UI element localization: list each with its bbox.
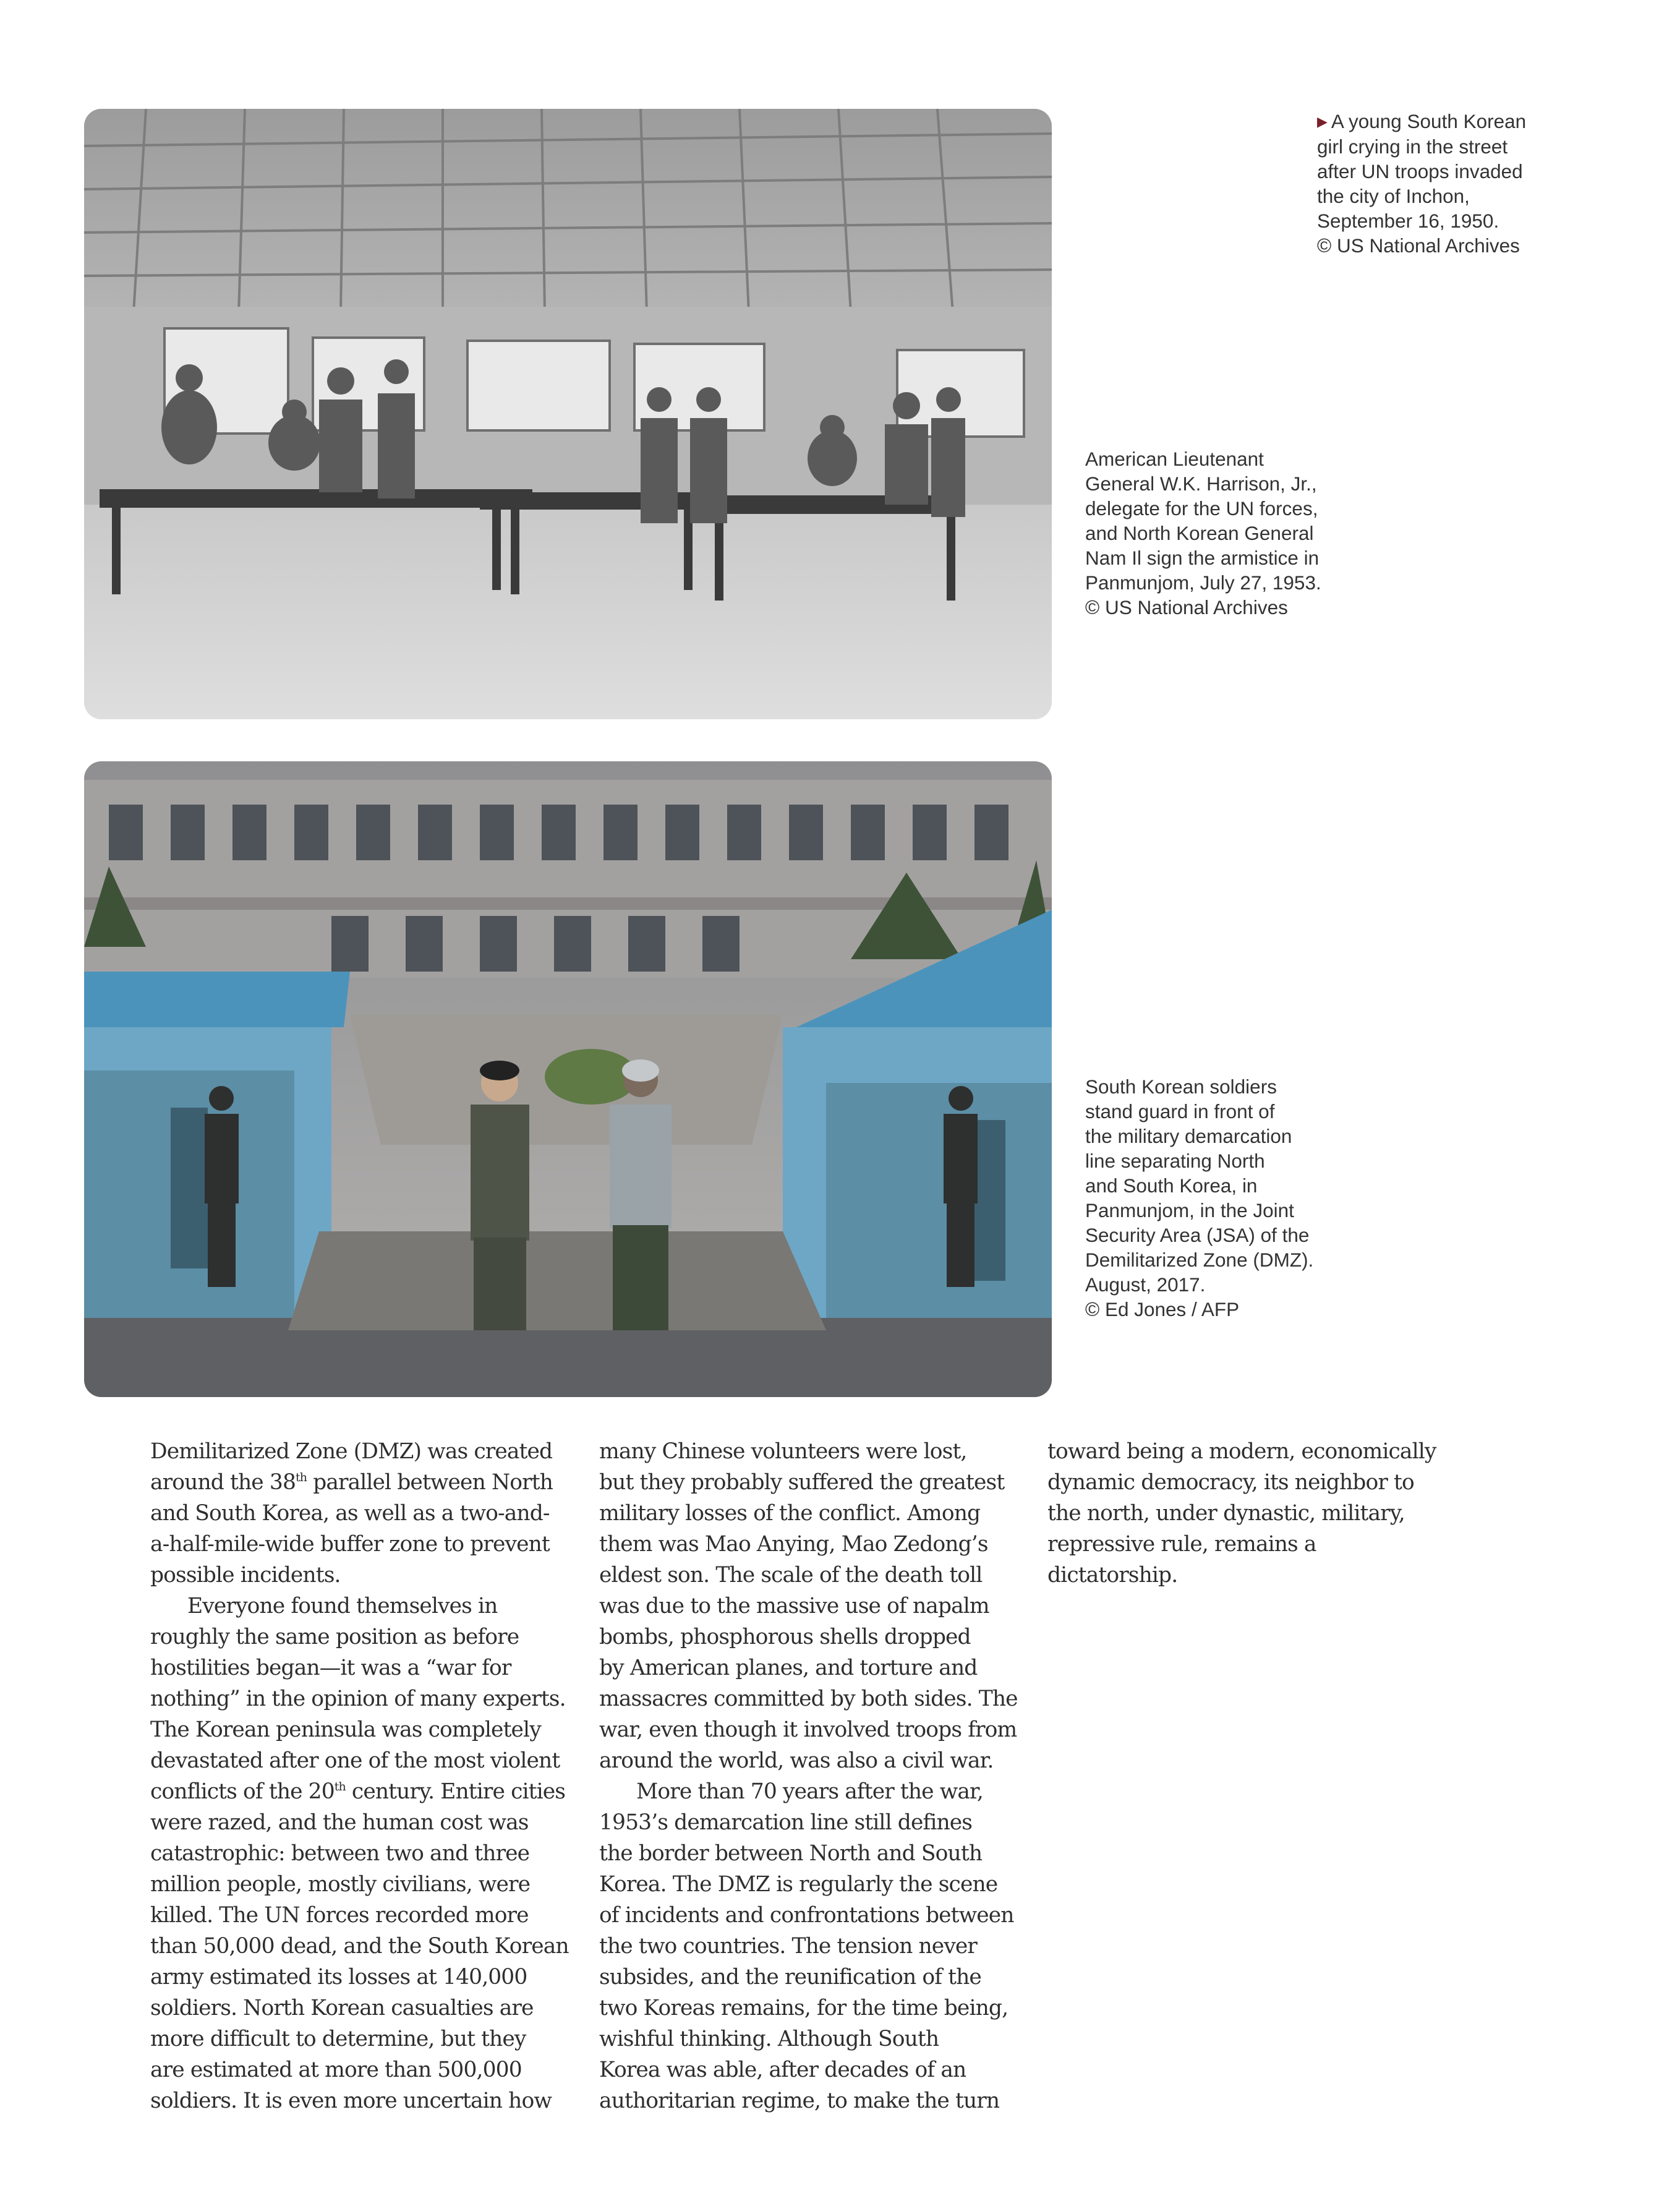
text-line: The Korean peninsula was completely (150, 1717, 541, 1742)
caption-armistice: American Lieutenant General W.K. Harrison, Jr., delegate for the UN forces, and North Korean General Nam Il sign the armistice in Panmunjom, July 27, 1953. © US National Archives (1085, 448, 1321, 618)
text-line: of incidents and confrontations between (599, 1903, 1014, 1928)
caption-marker-icon: ▶ (1317, 114, 1328, 129)
text-line: by American planes, and torture and (599, 1656, 978, 1680)
text-line: was due to the massive use of napalm (599, 1594, 989, 1618)
caption-dmz: South Korean soldiers stand guard in front of the military demarcation line separating North and South Korea, in Panmunjom, in the Joint Security Area (JSA) of the Demilitarized Zone (DMZ). August, 2017. © Ed Jones / AFP (1085, 1075, 1314, 1320)
text-line: were razed, and the human cost was (150, 1810, 529, 1835)
text-line: and South Korea, as well as a two-and- (150, 1501, 550, 1526)
armistice-illustration (84, 109, 1052, 719)
text-line: nothing” in the opinion of many experts. (150, 1687, 566, 1711)
text-line: soldiers. It is even more uncertain how (150, 2088, 552, 2113)
text-line: toward being a modern, economically (1047, 1439, 1436, 1464)
text-line: than 50,000 dead, and the South Korean (150, 1934, 569, 1959)
text-line: Demilitarized Zone (DMZ) was created (150, 1439, 553, 1464)
text-line: conflicts of the 20th century. Entire cities (150, 1779, 566, 1804)
text-line: authoritarian regime, to make the turn (599, 2088, 1000, 2113)
text-line: subsides, and the reunification of the (599, 1965, 981, 1990)
text-line: catastrophic: between two and three (150, 1841, 530, 1866)
body-column-3 (1047, 1436, 1436, 1591)
text-line: the north, under dynastic, military, (1047, 1501, 1405, 1526)
text-line: repressive rule, remains a (1047, 1532, 1316, 1557)
photo-dmz-soldiers (84, 761, 1052, 1397)
text-line: many Chinese volunteers were lost, (599, 1439, 967, 1464)
body-column-2 (599, 1436, 1018, 2116)
text-line: roughly the same position as before (150, 1625, 519, 1649)
text-line: bombs, phosphorous shells dropped (599, 1625, 971, 1649)
text-line: dynamic democracy, its neighbor to (1047, 1470, 1414, 1495)
text-line: dictatorship. (1047, 1563, 1178, 1588)
text-line: around the 38th parallel between North (150, 1470, 553, 1495)
text-line: a-half-mile-wide buffer zone to prevent (150, 1532, 550, 1557)
text-line: killed. The UN forces recorded more (150, 1903, 529, 1928)
text-line: the border between North and South (599, 1841, 983, 1866)
text-line: two Koreas remains, for the time being, (599, 1996, 1008, 2020)
text-line: military losses of the conflict. Among (599, 1501, 981, 1526)
text-line: Korea was able, after decades of an (599, 2058, 966, 2082)
text-line: 1953’s demarcation line still defines (599, 1810, 973, 1835)
caption-inchon (1317, 84, 1526, 258)
text-line: are estimated at more than 500,000 (150, 2058, 522, 2082)
text-line: Korea. The DMZ is regularly the scene (599, 1872, 998, 1897)
text-line: wishful thinking. Although South (599, 2027, 939, 2051)
dmz-illustration (84, 761, 1052, 1397)
text-line: war, even though it involved troops from (599, 1717, 1017, 1742)
text-line: but they probably suffered the greatest (599, 1470, 1005, 1495)
text-line: devastated after one of the most violent (150, 1748, 560, 1773)
text-line: million people, mostly civilians, were (150, 1872, 531, 1897)
text-line: eldest son. The scale of the death toll (599, 1563, 983, 1588)
text-line: Everyone found themselves in (187, 1594, 498, 1618)
text-line: around the world, was also a civil war. (599, 1748, 994, 1773)
text-line: massacres committed by both sides. The (599, 1687, 1018, 1711)
text-line: army estimated its losses at 140,000 (150, 1965, 527, 1990)
photo-armistice-signing (84, 109, 1052, 719)
text-line: more difficult to determine, but they (150, 2027, 526, 2051)
body-column-1 (150, 1436, 569, 2116)
text-line: More than 70 years after the war, (636, 1779, 983, 1804)
text-line: soldiers. North Korean casualties are (150, 1996, 534, 2020)
text-line: hostilities began—it was a “war for (150, 1656, 511, 1680)
text-line: the two countries. The tension never (599, 1934, 978, 1959)
text-line: possible incidents. (150, 1563, 341, 1588)
caption-inchon-text: A young South Korean girl crying in the street after UN troops invaded the city of Inchon, September 16, 1950. © US National Archives (1317, 110, 1527, 257)
text-line: them was Mao Anying, Mao Zedong’s (599, 1532, 988, 1557)
